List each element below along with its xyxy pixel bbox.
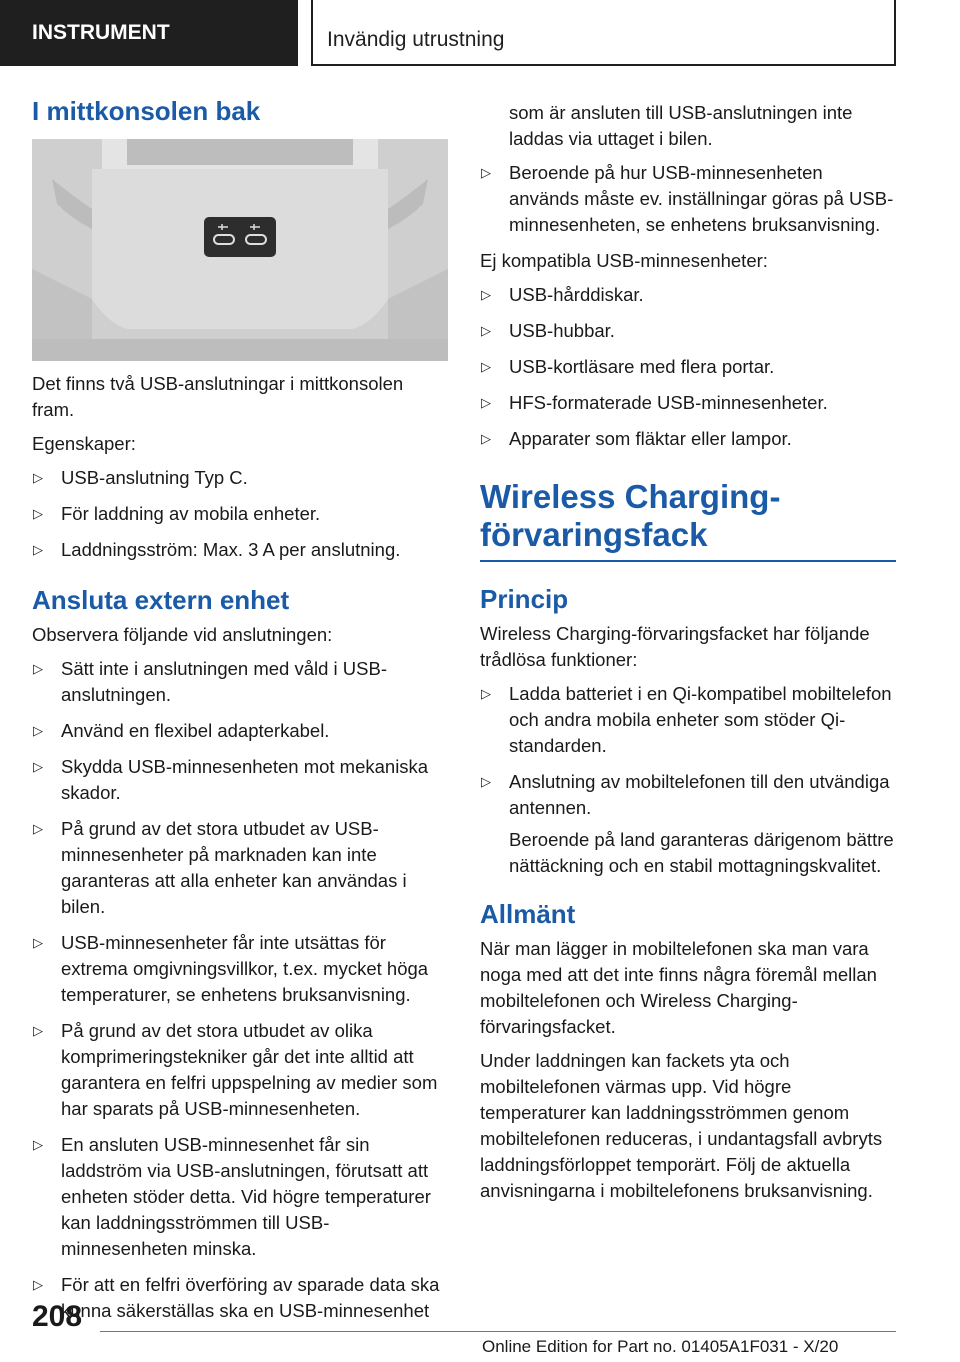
- triangle-bullet-icon: ▷: [33, 723, 43, 738]
- page-header: [0, 0, 960, 66]
- incompatible-list: [480, 282, 896, 452]
- triangle-bullet-icon: ▷: [33, 470, 43, 485]
- list-item: ▷ USB-hårddiskar.: [480, 282, 896, 308]
- left-column: [32, 96, 450, 1334]
- general-paragraph-1: När man lägger in mobiltelefonen ska man vara noga med att det inte finns några föremål mellan mobiltelefonen och Wireless Charging-förvaringsfacket.: [480, 938, 877, 1037]
- section-heading-princip: Princip: [480, 584, 569, 614]
- princip-text: Wireless Charging-förvaringsfacket har följande trådlösa funktioner:: [480, 623, 870, 670]
- footer-edition: Online Edition for Part no. 01405A1F031 - X/20: [482, 1337, 839, 1356]
- list-item: ▷ Anslutning av mobiltelefonen till den utvändiga antennen. Beroende på land garanteras därigenom bättre nättäckning och en stabil mottagningskvalitet.: [480, 769, 896, 879]
- list-item: ▷ På grund av det stora utbudet av olika komprimeringstekniker går det inte alltid att garantera en felfri uppspelning av medier som har sparats på USB-minnesenheten.: [33, 1020, 438, 1119]
- triangle-bullet-icon: ▷: [481, 323, 491, 338]
- list-item: ▷ För att en felfri överföring av sparade data ska kunna säkerställas ska en USB-minnesenhet: [33, 1274, 440, 1321]
- list-item: ▷ USB-minnesenheter får inte utsättas för extrema omgivningsvillkor, t.ex. mycket höga temperaturer, se enhetens bruksanvisning.: [33, 932, 429, 1005]
- list-item: ▷ Sätt inte i anslutningen med våld i USB-anslutningen.: [33, 658, 387, 705]
- triangle-bullet-icon: ▷: [33, 1277, 43, 1292]
- triangle-bullet-icon: ▷: [481, 287, 491, 302]
- triangle-bullet-icon: ▷: [481, 395, 491, 410]
- section-heading-general: Allmänt: [480, 899, 576, 929]
- footer-divider: [100, 1331, 896, 1332]
- list-item: ▷ Beroende på hur USB-minnesenheten används måste ev. inställningar göras på USB-minnesenheten, se enhetens bruksanvisning.: [481, 162, 894, 235]
- heading-divider: [480, 560, 896, 562]
- list-item: ▷ USB-hubbar.: [480, 318, 896, 344]
- list-item: ▷ För laddning av mobila enheter.: [32, 501, 450, 527]
- list-item: ▷ På grund av det stora utbudet av USB-minnesenheter på marknaden kan inte garanteras att alla enheter kan användas i bilen.: [33, 818, 407, 917]
- list-item: ▷ Skydda USB-minnesenheten mot mekaniska skador.: [33, 756, 429, 803]
- triangle-bullet-icon: ▷: [481, 431, 491, 446]
- triangle-bullet-icon: ▷: [33, 935, 43, 950]
- chapter-title: Invändig utrustning: [311, 0, 896, 66]
- triangle-bullet-icon: ▷: [33, 542, 43, 557]
- list-item: ▷ USB-anslutning Typ C.: [32, 465, 450, 491]
- list-item: ▷ Använd en flexibel adapterkabel.: [32, 718, 450, 744]
- list-item: ▷ Laddningsström: Max. 3 A per anslutning.: [32, 537, 450, 563]
- connect-intro: Observera följande vid anslutningen:: [32, 624, 333, 645]
- section-heading-rear-console: I mittkonsolen bak: [32, 96, 261, 126]
- right-column: [480, 100, 896, 1212]
- triangle-bullet-icon: ▷: [481, 165, 491, 180]
- incompatible-label: Ej kompatibla USB-minnesenheter:: [480, 250, 768, 271]
- triangle-bullet-icon: ▷: [33, 661, 43, 676]
- continued-list: [480, 160, 896, 238]
- list-item: ▷ USB-kortläsare med flera portar.: [480, 354, 896, 380]
- list-item: ▷ Apparater som fläktar eller lampor.: [480, 426, 896, 452]
- page-number: 208: [32, 1300, 83, 1333]
- main-heading-wireless-charging: Wireless Charging-förvaringsfack: [480, 478, 781, 553]
- triangle-bullet-icon: ▷: [33, 1137, 43, 1152]
- properties-label: Egenskaper:: [32, 433, 136, 454]
- triangle-bullet-icon: ▷: [481, 686, 491, 701]
- triangle-bullet-icon: ▷: [33, 1023, 43, 1038]
- continued-text: som är ansluten till USB-anslutningen inte laddas via uttaget i bilen.: [509, 102, 853, 149]
- triangle-bullet-icon: ▷: [481, 359, 491, 374]
- triangle-bullet-icon: ▷: [33, 821, 43, 836]
- section-tab: INSTRUMENT: [0, 0, 298, 66]
- connect-list: [32, 656, 450, 1324]
- list-item: ▷ HFS-formaterade USB-minnesenheter.: [480, 390, 896, 416]
- general-paragraph-2: Under laddningen kan fackets yta och mobiltelefonen värmas upp. Vid högre temperaturer kan laddningsströmmen genom mobiltelefonen reduceras, i undantagsfall avbryts laddningsförloppet temporärt. Följ de aktuella anvisningarna i mobiltelefonens bruksanvisning.: [480, 1050, 883, 1201]
- list-item: ▷ Ladda batteriet i en Qi-kompatibel mobiltelefon och andra mobila enheter som stöder Qi-standarden.: [481, 683, 892, 756]
- usb-console-illustration: [32, 139, 448, 361]
- intro-text: Det finns två USB-anslutningar i mittkonsolen fram.: [32, 373, 404, 420]
- list-item: ▷ En ansluten USB-minnesenhet får sin laddström via USB-anslutningen, förutsatt att enheten stöder detta. Vid högre temperaturer kan laddningsströmmen till USB-minnesenheten minska.: [33, 1134, 431, 1259]
- triangle-bullet-icon: ▷: [33, 506, 43, 521]
- properties-list: [32, 465, 450, 563]
- princip-list: [480, 681, 896, 879]
- triangle-bullet-icon: ▷: [33, 759, 43, 774]
- triangle-bullet-icon: ▷: [481, 774, 491, 789]
- section-heading-connect: Ansluta extern enhet: [32, 585, 290, 615]
- princip-extra-text: Beroende på land garanteras därigenom bättre nättäckning och en stabil mottagningskvalitet.: [509, 829, 894, 876]
